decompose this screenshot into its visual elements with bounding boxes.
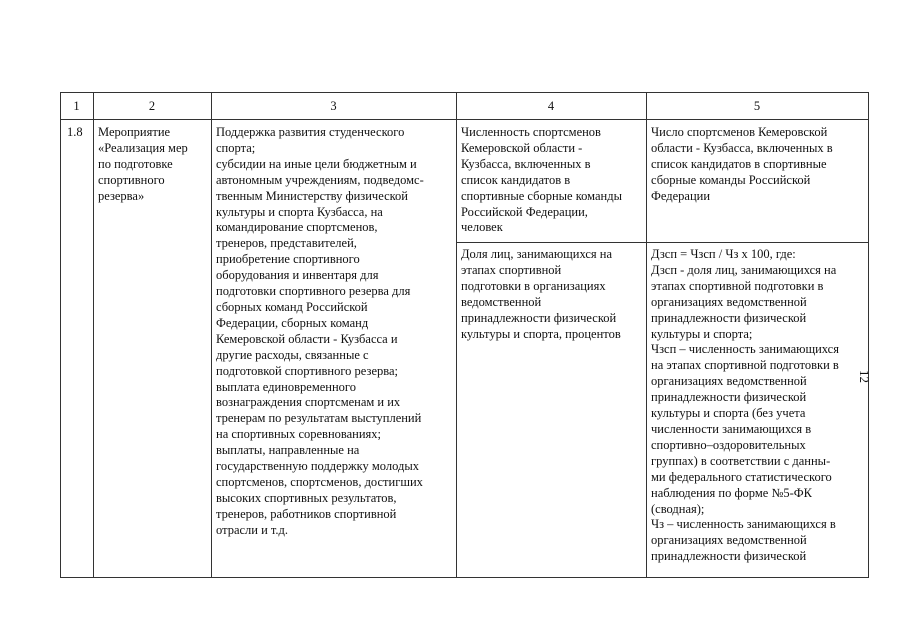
column-divider (456, 92, 457, 578)
column-divider (646, 92, 647, 578)
table-border-top (60, 92, 869, 93)
row-separator (456, 242, 869, 243)
page-number: 12 (857, 370, 872, 383)
indicator-sport-training-share: Доля лиц, занимающихся на этапах спортивной подготовки в организациях ведомственной принадлежности физической культуры и спорта, процентов (461, 247, 621, 341)
header-separator (60, 119, 869, 120)
row-number: 1.8 (67, 125, 83, 139)
header-col-5: 5 (753, 99, 761, 113)
method-athletes-count: Число спортсменов Кемеровской области - Кузбасса, включенных в список кандидатов в спортивные сборные команды Российской Федерации (651, 125, 833, 203)
table-border-left (60, 92, 61, 578)
program-table (60, 92, 869, 578)
method-sport-training-share: Дзсп = Чзсп / Чз х 100, где: Дзсп - доля лиц, занимающихся на этапах спортивной подготовки в организациях ведомственной принадлежности физической культуры и спорта; Чзсп – численность занимающихся на этапах спортивной подготовки в организациях ведомственной принадлежности физической культуры и спорта (без учета численности занимающихся в спортивно–оздоровительных группах) в соответствии с данны- ми федерального статистического наблюдения по форме №5-ФК (сводная); Чз – численность занимающихся в организациях ведомственной принадлежности физической (651, 247, 839, 564)
event-name: Мероприятие «Реализация мер по подготовке спортивного резерва» (98, 125, 188, 203)
indicator-athletes-count: Численность спортсменов Кемеровской области - Кузбасса, включенных в список кандидатов в спортивные сборные команды Российской Федерации, человек (461, 125, 622, 235)
column-divider (211, 92, 212, 578)
event-description: Поддержка развития студенческого спорта; субсидии на иные цели бюджетным и автономным учреждениям, подведомс- твенным Министерству физической культуры и спорта Кузбасса, на командирование спортсменов, тренеров, представителей, приобретение спортивного оборудования и инвентаря для подготовки спортивного резерва для сборных команд Российской Федерации, сборных команд Кемеровской области - Кузбасса и другие расходы, связанные с подготовкой спортивного резерва; выплата единовременного вознаграждения спортсменам и их тренерам по результатам выступлений на спортивных соревнованиях; выплаты, направленные на государственную поддержку молодых спортсменов, спортсменов, достигших высоких спортивных результатов, тренеров, работников спортивной отрасли и т.д. (216, 125, 424, 537)
header-col-1: 1 (73, 99, 80, 113)
column-divider (93, 92, 94, 578)
header-col-2: 2 (148, 99, 156, 113)
table-border-right (868, 92, 869, 578)
header-col-4: 4 (547, 99, 555, 113)
header-col-3: 3 (330, 99, 337, 113)
table-border-bottom (60, 577, 869, 578)
